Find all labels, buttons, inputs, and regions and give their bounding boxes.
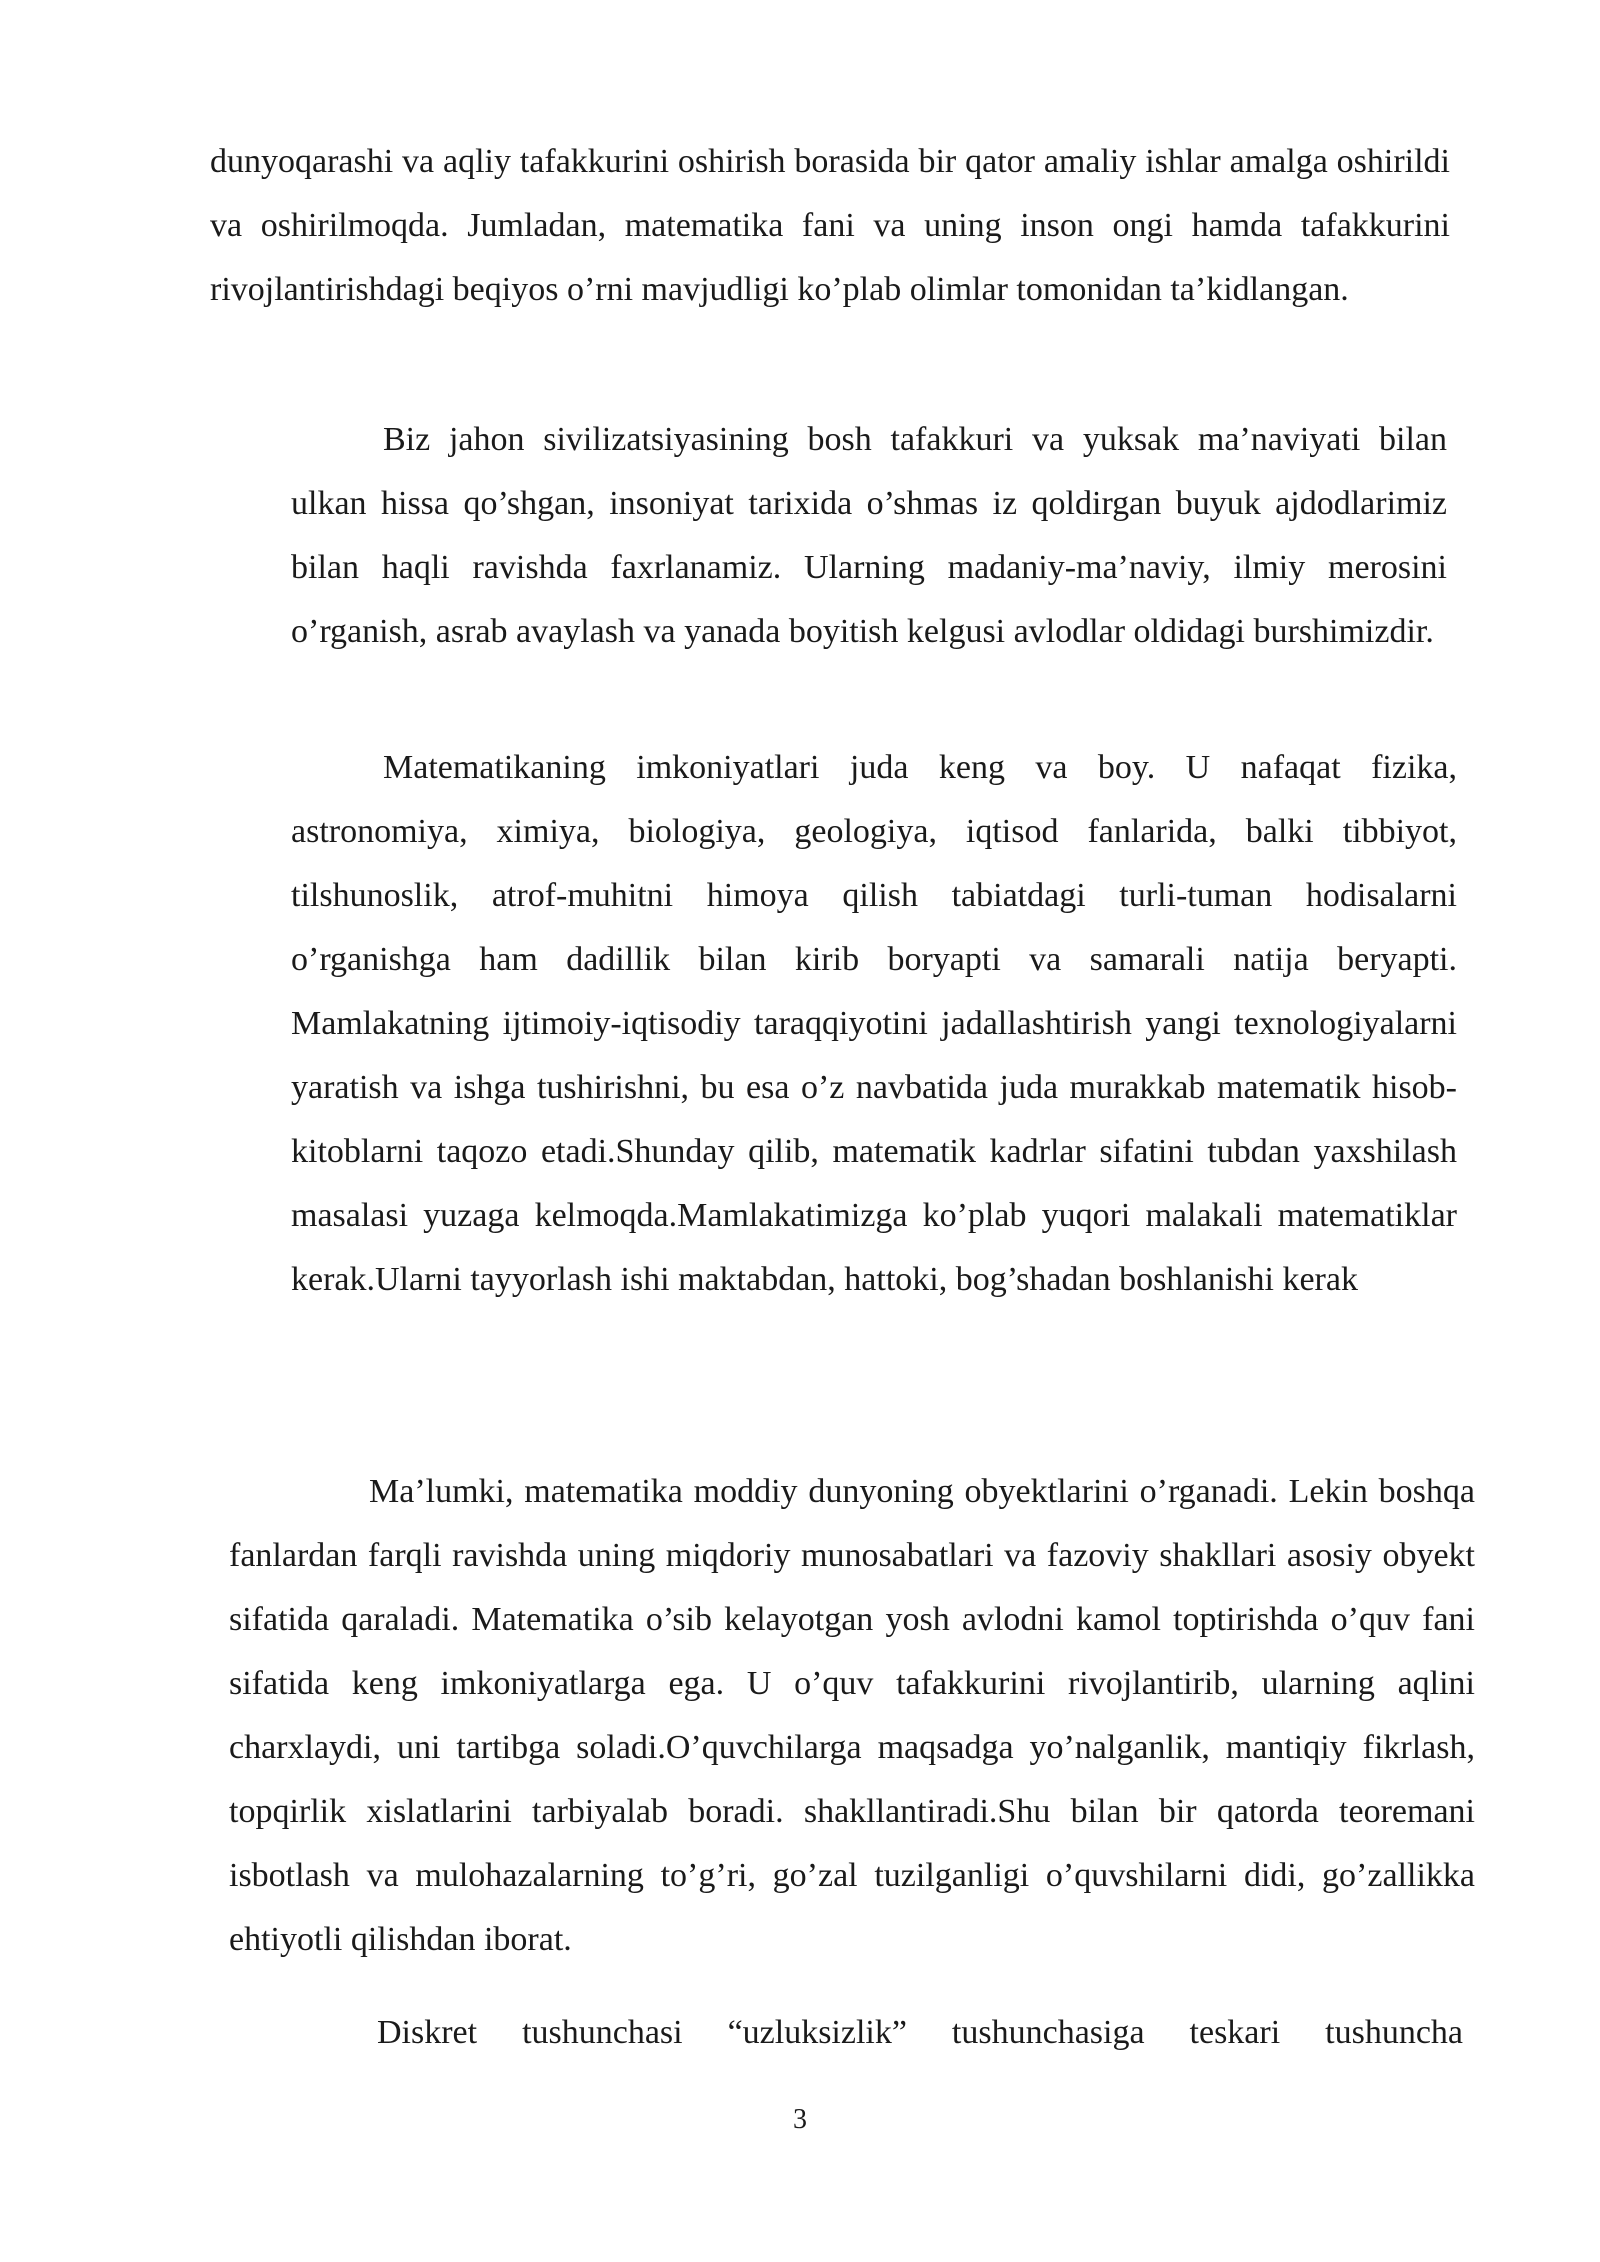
paragraph-1: dunyoqarashi va aqliy tafakkurini oshirish borasida bir qator amaliy ishlar amalga oshirildi va oshirilmoqda. Jumladan, matematika fani va uning inson ongi hamda tafakkurini rivojlantirishdagi beqiyos o’rni mavjudligi ko’plab olimlar tomonidan ta’kidlangan. [210, 143, 1450, 308]
paragraph-3: Matematikaning imkoniyatlari juda keng va boy. U nafaqat fizika, astronomiya, ximiya, biologiya, geologiya, iqtisod fanlarida, balki tibbiyot, tilshunoslik, atrof-muhitni himoya qilish tabiatdagi turli-tuman hodisalarni o’rganishga ham dadillik bilan kirib boryapti va samarali natija beryapti. Mamlakatning ijtimoiy-iqtisodiy taraqqiyotini jadallashtirish yangi texnologiyalarni yaratish va ishga tushirishni, bu esa o’z navbatida juda murakkab matematik hisob-kitoblarni taqozo etadi.Shunday qilib, matematik kadrlar sifatini tubdan yaxshilash masalasi yuzaga kelmoqda.Mamlakatimizga ko’plab yuqori malakali matematiklar kerak.Ularni tayyorlash ishi maktabdan, hattoki, bog’shadan boshlanishi kerak [291, 749, 1457, 1298]
paragraph-4: Ma’lumki, matematika moddiy dunyoning obyektlarini o’rganadi. Lekin boshqa fanlardan farqli ravishda uning miqdoriy munosabatlari va fazoviy shakllari asosiy obyekt sifatida qaraladi. Matematika o’sib kelayotgan yosh avlodni kamol toptirishda o’quv fani sifatida keng imkoniyatlarga ega. U o’quv tafakkurini rivojlantirib, ularning aqlini charxlaydi, uni tartibga soladi.O’quvchilarga maqsadga yo’nalganlik, mantiqiy fikrlash, topqirlik xislatlarini tarbiyalab boradi. shakllantiradi.Shu bilan bir qatorda teoremani isbotlash va mulohazalarning to’g’ri, go’zal tuzilganligi o’quvshilarni didi, go’zallikka ehtiyotli qilishdan iborat. [229, 1473, 1475, 1958]
page-number: 3 [793, 2104, 807, 2135]
paragraph-5: Diskret tushunchasi “uzluksizlik” tushunchasiga teskari tushuncha [377, 2014, 1463, 2051]
paragraph-2: Biz jahon sivilizatsiyasining bosh tafakkuri va yuksak ma’naviyati bilan ulkan hissa qo’shgan, insoniyat tarixida o’shmas iz qoldirgan buyuk ajdodlarimiz bilan haqli ravishda faxrlanamiz. Ularning madaniy-ma’naviy, ilmiy merosini o’rganish, asrab avaylash va yanada boyitish kelgusi avlodlar oldidagi burshimizdir. [291, 421, 1447, 650]
